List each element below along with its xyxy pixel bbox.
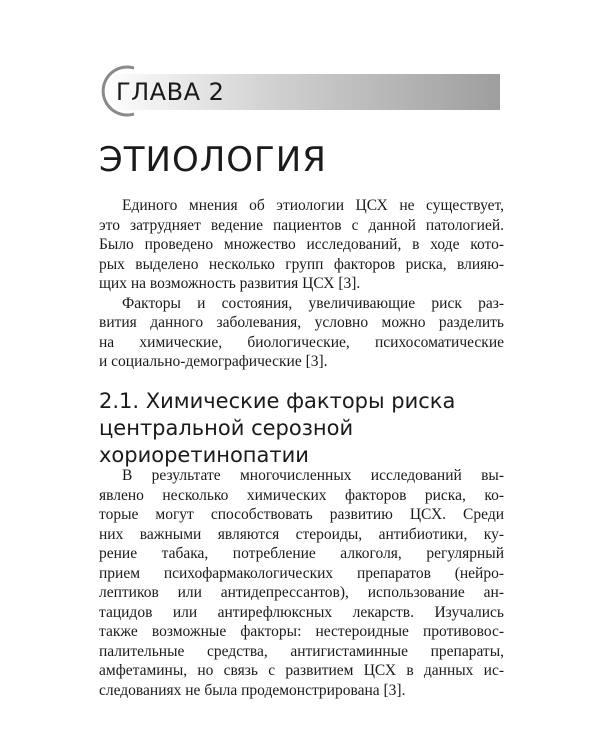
text-line: Факторы и состояния, увеличивающие риск раз-: [122, 294, 504, 312]
text-line: лептиков или антидепрессантов), использование ан-: [99, 584, 504, 601]
text-line: рение табака, потребление алкоголя, регулярный: [99, 545, 504, 562]
section-heading-line: 2.1. Химические факторы риска: [99, 389, 456, 413]
text-line: них важными являются стероиды, антибиотики, ку-: [99, 525, 504, 543]
text-line: рых выделено несколько групп факторов риска, влияю-: [99, 255, 504, 273]
text-line: Единого мнения об этиологии ЦСХ не существует,: [122, 197, 504, 214]
text-line: прием психофармакологических препаратов (нейро-: [99, 564, 504, 582]
text-line: палительные средства, антигистаминные препараты,: [99, 642, 504, 660]
text-line: В результате многочисленных исследований вы-: [122, 467, 504, 484]
text-line: также возможные факторы: нестероидные противовос-: [99, 623, 504, 640]
intro-text: [99, 196, 504, 372]
text-line: следованиях не была продемонстрирована [3].: [99, 681, 406, 699]
chapter-title: ЭТИОЛОГИЯ: [99, 140, 327, 180]
section-heading-line: хориоретинопатии: [99, 443, 309, 467]
chapter-label: ГЛАВА 2: [116, 78, 225, 106]
text-line: тацидов или антирефлюксных лекарств. Изучались: [99, 603, 504, 621]
text-line: амфетамины, но связь с развитием ЦСХ в данных ис-: [99, 662, 504, 679]
section-body-text: [99, 466, 504, 700]
text-line: явлено несколько химических факторов риска, ко-: [99, 486, 504, 504]
text-line: на химические, биологические, психосоматические: [99, 333, 504, 351]
text-line: это затрудняет ведение пациентов с данной патологией.: [99, 216, 504, 234]
text-line: вития данного заболевания, условно можно разделить: [99, 314, 504, 331]
text-line: торые могут способствовать развитию ЦСХ. Среди: [99, 506, 504, 523]
text-line: Было проведено множество исследований, в ходе кото-: [99, 236, 504, 253]
text-line: щих на возможность развития ЦСХ [3].: [99, 275, 361, 292]
text-line: и социально-демографические [3].: [99, 353, 328, 370]
section-heading-line: центральной серозной: [99, 416, 354, 440]
section-heading: [99, 388, 509, 469]
